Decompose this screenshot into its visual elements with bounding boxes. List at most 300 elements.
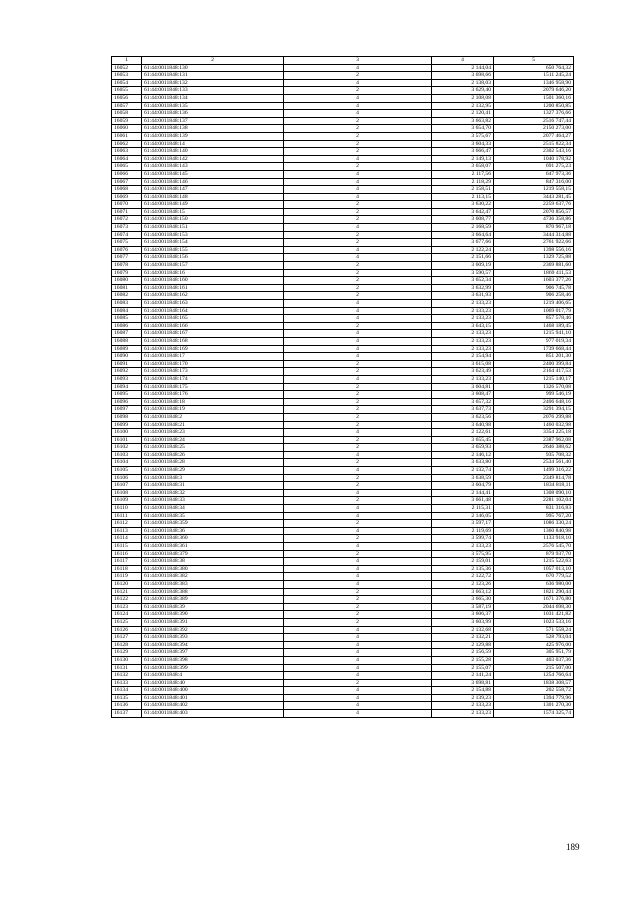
table-row xyxy=(112,368,574,376)
area-cell: 3 698,66 xyxy=(432,72,494,80)
area-cell: 3 608,47 xyxy=(432,391,494,399)
value-cell: 425 976,00 xyxy=(494,641,574,649)
row-number-cell: 16128 xyxy=(112,641,142,649)
value-cell: 1739 668,44 xyxy=(494,345,574,353)
category-cell: 2 xyxy=(284,201,432,209)
cadastral-number-cell: 61:44:0011848:31 xyxy=(142,482,284,490)
value-cell: 1501 360,16 xyxy=(494,94,574,102)
row-number-cell: 16125 xyxy=(112,618,142,626)
table-row xyxy=(112,459,574,467)
area-cell: 2 132,95 xyxy=(432,102,494,110)
row-number-cell: 16092 xyxy=(112,368,142,376)
cadastral-number-cell: 61:44:0011848:146 xyxy=(142,178,284,186)
area-cell: 2 146,12 xyxy=(432,451,494,459)
value-cell: 1499 316,22 xyxy=(494,467,574,475)
category-cell: 2 xyxy=(284,163,432,171)
cadastral-number-cell: 61:44:0011848:383 xyxy=(142,580,284,588)
cadastral-number-cell: 61:44:0011848:143 xyxy=(142,163,284,171)
value-cell: 1869 411,53 xyxy=(494,269,574,277)
area-cell: 3 652,34 xyxy=(432,277,494,285)
area-cell: 3 677,66 xyxy=(432,239,494,247)
row-number-cell: 16133 xyxy=(112,679,142,687)
table-row xyxy=(112,72,574,80)
cadastral-number-cell: 61:44:0011848:161 xyxy=(142,284,284,292)
cadastral-number-cell: 61:44:0011848:24 xyxy=(142,436,284,444)
table-row xyxy=(112,580,574,588)
area-cell: 3 604,79 xyxy=(432,482,494,490)
category-cell: 2 xyxy=(284,459,432,467)
category-cell: 2 xyxy=(284,618,432,626)
category-cell: 2 xyxy=(284,611,432,619)
cadastral-number-cell: 61:44:0011848:134 xyxy=(142,94,284,102)
category-cell: 4 xyxy=(284,672,432,680)
category-cell: 4 xyxy=(284,649,432,657)
cadastral-number-cell: 61:44:0011848:388 xyxy=(142,588,284,596)
category-cell: 2 xyxy=(284,550,432,558)
area-cell: 3 663,12 xyxy=(432,588,494,596)
category-cell: 4 xyxy=(284,687,432,695)
cadastral-number-cell: 61:44:0011848:19 xyxy=(142,406,284,414)
value-cell: 2534 561,40 xyxy=(494,459,574,467)
row-number-cell: 16097 xyxy=(112,406,142,414)
category-cell: 2 xyxy=(284,444,432,452)
area-cell: 3 623,56 xyxy=(432,413,494,421)
table-row xyxy=(112,246,574,254)
cadastral-number-cell: 61:44:0011848:25 xyxy=(142,444,284,452)
value-cell: 3354 225,18 xyxy=(494,429,574,437)
row-number-cell: 16077 xyxy=(112,254,142,262)
category-cell: 4 xyxy=(284,102,432,110)
value-cell: 636 980,00 xyxy=(494,580,574,588)
area-cell: 3 638,59 xyxy=(432,474,494,482)
row-number-cell: 16136 xyxy=(112,702,142,710)
area-cell: 3 587,19 xyxy=(432,603,494,611)
table-row xyxy=(112,391,574,399)
row-number-cell: 16112 xyxy=(112,520,142,528)
area-cell: 2 155,28 xyxy=(432,656,494,664)
table-row xyxy=(112,710,574,718)
table-row xyxy=(112,535,574,543)
value-cell: 3443 281,45 xyxy=(494,193,574,201)
table-row xyxy=(112,193,574,201)
row-number-cell: 16127 xyxy=(112,634,142,642)
area-cell: 2 133,23 xyxy=(432,710,494,718)
table-row xyxy=(112,239,574,247)
value-cell: 1086 330,24 xyxy=(494,520,574,528)
table-row xyxy=(112,588,574,596)
row-number-cell: 16084 xyxy=(112,307,142,315)
row-number-cell: 16099 xyxy=(112,421,142,429)
category-cell: 2 xyxy=(284,360,432,368)
row-number-cell: 16115 xyxy=(112,543,142,551)
value-cell: 1394 779,96 xyxy=(494,694,574,702)
table-row xyxy=(112,269,574,277)
area-cell: 2 159,01 xyxy=(432,558,494,566)
value-cell: 571 558,24 xyxy=(494,626,574,634)
area-cell: 2 149,13 xyxy=(432,155,494,163)
row-number-cell: 16135 xyxy=(112,694,142,702)
row-number-cell: 16126 xyxy=(112,626,142,634)
cadastral-number-cell: 61:44:0011848:140 xyxy=(142,148,284,156)
area-cell: 2 133,23 xyxy=(432,543,494,551)
table-row xyxy=(112,345,574,353)
category-cell: 4 xyxy=(284,315,432,323)
value-cell: 1468 189,45 xyxy=(494,322,574,330)
category-cell: 2 xyxy=(284,421,432,429)
category-cell: 2 xyxy=(284,269,432,277)
table-row xyxy=(112,611,574,619)
area-cell: 3 615,08 xyxy=(432,360,494,368)
table-row xyxy=(112,505,574,513)
row-number-cell: 16056 xyxy=(112,94,142,102)
cadastral-number-cell: 61:44:0011848:29 xyxy=(142,467,284,475)
area-cell: 2 144,04 xyxy=(432,64,494,72)
cadastral-number-cell: 61:44:0011848:130 xyxy=(142,64,284,72)
cadastral-number-cell: 61:44:0011848:401 xyxy=(142,694,284,702)
row-number-cell: 16093 xyxy=(112,375,142,383)
category-cell: 4 xyxy=(284,558,432,566)
table-row xyxy=(112,550,574,558)
row-number-cell: 16129 xyxy=(112,649,142,657)
table-row xyxy=(112,201,574,209)
category-cell: 4 xyxy=(284,64,432,72)
cadastral-number-cell: 61:44:0011848:157 xyxy=(142,262,284,270)
category-cell: 2 xyxy=(284,148,432,156)
cadastral-number-cell: 61:44:0011848:166 xyxy=(142,322,284,330)
area-cell: 2 120,41 xyxy=(432,110,494,118)
area-cell: 2 138,03 xyxy=(432,79,494,87)
area-cell: 3 609,19 xyxy=(432,262,494,270)
row-number-cell: 16118 xyxy=(112,565,142,573)
cadastral-number-cell: 61:44:0011848:400 xyxy=(142,687,284,695)
value-cell: 305 951,79 xyxy=(494,649,574,657)
table-row xyxy=(112,186,574,194)
row-number-cell: 16089 xyxy=(112,345,142,353)
area-cell: 2 117,56 xyxy=(432,170,494,178)
table-row xyxy=(112,216,574,224)
area-cell: 3 664,64 xyxy=(432,231,494,239)
value-cell: 2077 464,27 xyxy=(494,132,574,140)
row-number-cell: 16122 xyxy=(112,596,142,604)
table-row xyxy=(112,87,574,95)
cadastral-number-cell: 61:44:0011848:173 xyxy=(142,368,284,376)
value-cell: 847 316,00 xyxy=(494,178,574,186)
row-number-cell: 16113 xyxy=(112,527,142,535)
row-number-cell: 16096 xyxy=(112,398,142,406)
table-row xyxy=(112,398,574,406)
category-cell: 4 xyxy=(284,641,432,649)
category-cell: 2 xyxy=(284,87,432,95)
cadastral-number-cell: 61:44:0011848:164 xyxy=(142,307,284,315)
table-row xyxy=(112,694,574,702)
table-row xyxy=(112,626,574,634)
cadastral-number-cell: 61:44:0011848:392 xyxy=(142,626,284,634)
value-cell: 1040 178,92 xyxy=(494,155,574,163)
table-row xyxy=(112,163,574,171)
category-cell: 2 xyxy=(284,497,432,505)
cadastral-number-cell: 61:44:0011848:39 xyxy=(142,603,284,611)
category-cell: 2 xyxy=(284,383,432,391)
table-row xyxy=(112,482,574,490)
category-cell: 4 xyxy=(284,505,432,513)
value-cell: 2164 417,53 xyxy=(494,368,574,376)
value-cell: 1069 017,79 xyxy=(494,307,574,315)
value-cell: 935 708,32 xyxy=(494,451,574,459)
table-row xyxy=(112,277,574,285)
row-number-cell: 16057 xyxy=(112,102,142,110)
value-cell: 2044 698,30 xyxy=(494,603,574,611)
value-cell: 528 793,04 xyxy=(494,634,574,642)
value-cell: 1023 533,16 xyxy=(494,618,574,626)
area-cell: 2 122,61 xyxy=(432,429,494,437)
row-number-cell: 16079 xyxy=(112,269,142,277)
value-cell: 1215 140,17 xyxy=(494,375,574,383)
row-number-cell: 16123 xyxy=(112,603,142,611)
value-cell: 215 507,00 xyxy=(494,664,574,672)
table-row xyxy=(112,436,574,444)
cadastral-number-cell: 61:44:0011848:38 xyxy=(142,558,284,566)
cadastral-number-cell: 61:44:0011848:394 xyxy=(142,641,284,649)
value-cell: 2400 399,84 xyxy=(494,360,574,368)
row-number-cell: 16088 xyxy=(112,337,142,345)
cadastral-number-cell: 61:44:0011848:359 xyxy=(142,520,284,528)
area-cell: 3 629,40 xyxy=(432,87,494,95)
table-row xyxy=(112,125,574,133)
cadastral-number-cell: 61:44:0011848:155 xyxy=(142,246,284,254)
area-cell: 2 115,31 xyxy=(432,505,494,513)
value-cell: 1460 032,98 xyxy=(494,421,574,429)
table-row xyxy=(112,489,574,497)
table-row xyxy=(112,155,574,163)
table-row xyxy=(112,656,574,664)
category-cell: 4 xyxy=(284,178,432,186)
row-number-cell: 16120 xyxy=(112,580,142,588)
value-cell: 2646 388,62 xyxy=(494,444,574,452)
value-cell: 999 546,19 xyxy=(494,391,574,399)
cadastral-number-cell: 61:44:0011848:163 xyxy=(142,300,284,308)
value-cell: 1200 850,85 xyxy=(494,102,574,110)
cadastral-number-cell: 61:44:0011848:379 xyxy=(142,550,284,558)
category-cell: 4 xyxy=(284,330,432,338)
table-row xyxy=(112,512,574,520)
area-cell: 2 133,23 xyxy=(432,330,494,338)
row-number-cell: 16100 xyxy=(112,429,142,437)
table-row xyxy=(112,292,574,300)
category-cell: 2 xyxy=(284,322,432,330)
table-row xyxy=(112,558,574,566)
value-cell: 1329 725,88 xyxy=(494,254,574,262)
cadastral-number-cell: 61:44:0011848:15 xyxy=(142,208,284,216)
row-number-cell: 16091 xyxy=(112,360,142,368)
column-header-1: 1 xyxy=(112,57,142,65)
area-cell: 2 135,36 xyxy=(432,565,494,573)
table-row xyxy=(112,679,574,687)
area-cell: 2 156,59 xyxy=(432,649,494,657)
cadastral-number-cell: 61:44:0011848:389 xyxy=(142,596,284,604)
cadastral-number-cell: 61:44:0011848:142 xyxy=(142,155,284,163)
area-cell: 3 599,74 xyxy=(432,535,494,543)
area-cell: 2 154,94 xyxy=(432,353,494,361)
row-number-cell: 16067 xyxy=(112,178,142,186)
value-cell: 851 201,30 xyxy=(494,353,574,361)
value-cell: 1834 818,11 xyxy=(494,482,574,490)
value-cell: 1838 308,57 xyxy=(494,679,574,687)
area-cell: 3 654,70 xyxy=(432,125,494,133)
cadastral-number-cell: 61:44:0011848:168 xyxy=(142,337,284,345)
area-cell: 2 132,74 xyxy=(432,467,494,475)
value-cell: 1215 941,10 xyxy=(494,330,574,338)
value-cell: 1574 325,74 xyxy=(494,710,574,718)
row-number-cell: 16072 xyxy=(112,216,142,224)
table-body xyxy=(112,64,574,717)
area-cell: 3 606,37 xyxy=(432,611,494,619)
table-row xyxy=(112,687,574,695)
area-cell: 3 665,30 xyxy=(432,596,494,604)
area-cell: 2 133,23 xyxy=(432,315,494,323)
row-number-cell: 16117 xyxy=(112,558,142,566)
value-cell: 1031 421,82 xyxy=(494,611,574,619)
row-number-cell: 16103 xyxy=(112,451,142,459)
area-cell: 3 655,45 xyxy=(432,436,494,444)
row-number-cell: 16085 xyxy=(112,315,142,323)
row-number-cell: 16053 xyxy=(112,72,142,80)
category-cell: 4 xyxy=(284,353,432,361)
value-cell: 870 967,18 xyxy=(494,224,574,232)
category-cell: 2 xyxy=(284,474,432,482)
table-row xyxy=(112,330,574,338)
value-cell: 831 316,83 xyxy=(494,505,574,513)
cadastral-number-cell: 61:44:0011848:393 xyxy=(142,634,284,642)
table-row xyxy=(112,497,574,505)
cadastral-number-cell: 61:44:0011848:40 xyxy=(142,679,284,687)
area-cell: 3 597,17 xyxy=(432,520,494,528)
area-cell: 3 633,80 xyxy=(432,459,494,467)
cadastral-number-cell: 61:44:0011848:170 xyxy=(142,360,284,368)
cadastral-number-cell: 61:44:0011848:390 xyxy=(142,611,284,619)
row-number-cell: 16104 xyxy=(112,459,142,467)
category-cell: 4 xyxy=(284,337,432,345)
value-cell: 906 745,78 xyxy=(494,284,574,292)
category-cell: 4 xyxy=(284,664,432,672)
row-number-cell: 16060 xyxy=(112,125,142,133)
value-cell: 1254 766,64 xyxy=(494,672,574,680)
category-cell: 2 xyxy=(284,368,432,376)
row-number-cell: 16109 xyxy=(112,497,142,505)
value-cell: 1133 918,10 xyxy=(494,535,574,543)
row-number-cell: 16070 xyxy=(112,201,142,209)
cadastral-number-cell: 61:44:0011848:147 xyxy=(142,186,284,194)
row-number-cell: 16073 xyxy=(112,224,142,232)
table-row xyxy=(112,94,574,102)
area-cell: 2 158,51 xyxy=(432,186,494,194)
table-row xyxy=(112,64,574,72)
category-cell: 4 xyxy=(284,254,432,262)
table-row xyxy=(112,451,574,459)
table-row xyxy=(112,573,574,581)
cadastral-number-cell: 61:44:0011848:131 xyxy=(142,72,284,80)
area-cell: 2 139,23 xyxy=(432,694,494,702)
table-row xyxy=(112,527,574,535)
value-cell: 1219 406,65 xyxy=(494,300,574,308)
row-number-cell: 16137 xyxy=(112,710,142,718)
area-cell: 2 118,29 xyxy=(432,178,494,186)
row-number-cell: 16111 xyxy=(112,512,142,520)
cadastral-number-cell: 61:44:0011848:145 xyxy=(142,170,284,178)
category-cell: 2 xyxy=(284,132,432,140)
category-cell: 2 xyxy=(284,679,432,687)
value-cell: 3291 394,15 xyxy=(494,406,574,414)
table-row xyxy=(112,254,574,262)
category-cell: 4 xyxy=(284,467,432,475)
category-cell: 4 xyxy=(284,710,432,718)
area-cell: 3 643,15 xyxy=(432,322,494,330)
area-cell: 3 603,99 xyxy=(432,618,494,626)
value-cell: 202 558,72 xyxy=(494,687,574,695)
table-row xyxy=(112,79,574,87)
row-number-cell: 16052 xyxy=(112,64,142,72)
table-row xyxy=(112,140,574,148)
value-cell: 1821 290,44 xyxy=(494,588,574,596)
value-cell: 1326 570,08 xyxy=(494,383,574,391)
table-row xyxy=(112,421,574,429)
value-cell: 2281 102,04 xyxy=(494,497,574,505)
cadastral-number-cell: 61:44:0011848:149 xyxy=(142,201,284,209)
category-cell: 4 xyxy=(284,565,432,573)
cadastral-number-cell: 61:44:0011848:169 xyxy=(142,345,284,353)
category-cell: 2 xyxy=(284,406,432,414)
category-cell: 2 xyxy=(284,603,432,611)
value-cell: 1603 377,26 xyxy=(494,277,574,285)
category-cell: 4 xyxy=(284,489,432,497)
table-row xyxy=(112,110,574,118)
table-row xyxy=(112,383,574,391)
row-number-cell: 16108 xyxy=(112,489,142,497)
area-cell: 3 637,73 xyxy=(432,406,494,414)
cadastral-number-cell: 61:44:0011848:17 xyxy=(142,353,284,361)
area-cell: 3 630,22 xyxy=(432,201,494,209)
row-number-cell: 16081 xyxy=(112,284,142,292)
row-number-cell: 16071 xyxy=(112,208,142,216)
area-cell: 2 122,24 xyxy=(432,246,494,254)
area-cell: 2 133,23 xyxy=(432,300,494,308)
area-cell: 3 632,99 xyxy=(432,284,494,292)
category-cell: 4 xyxy=(284,512,432,520)
area-cell: 3 608,77 xyxy=(432,216,494,224)
area-cell: 3 658,07 xyxy=(432,163,494,171)
area-cell: 3 657,32 xyxy=(432,398,494,406)
value-cell: 2070 856,57 xyxy=(494,208,574,216)
value-cell: 1360 840,98 xyxy=(494,527,574,535)
area-cell: 3 575,67 xyxy=(432,132,494,140)
table-row xyxy=(112,649,574,657)
row-number-cell: 16076 xyxy=(112,246,142,254)
value-cell: 2349 814,78 xyxy=(494,474,574,482)
area-cell: 3 640,98 xyxy=(432,421,494,429)
table-row xyxy=(112,284,574,292)
value-cell: 1398 556,16 xyxy=(494,246,574,254)
row-number-cell: 16062 xyxy=(112,140,142,148)
value-cell: 3444 314,88 xyxy=(494,231,574,239)
category-cell: 2 xyxy=(284,140,432,148)
value-cell: 2761 922,66 xyxy=(494,239,574,247)
cadastral-number-cell: 61:44:0011848:160 xyxy=(142,277,284,285)
category-cell: 4 xyxy=(284,527,432,535)
row-number-cell: 16074 xyxy=(112,231,142,239)
cadastral-number-cell: 61:44:0011848:391 xyxy=(142,618,284,626)
table-row xyxy=(112,444,574,452)
category-cell: 2 xyxy=(284,596,432,604)
area-cell: 2 141,24 xyxy=(432,672,494,680)
